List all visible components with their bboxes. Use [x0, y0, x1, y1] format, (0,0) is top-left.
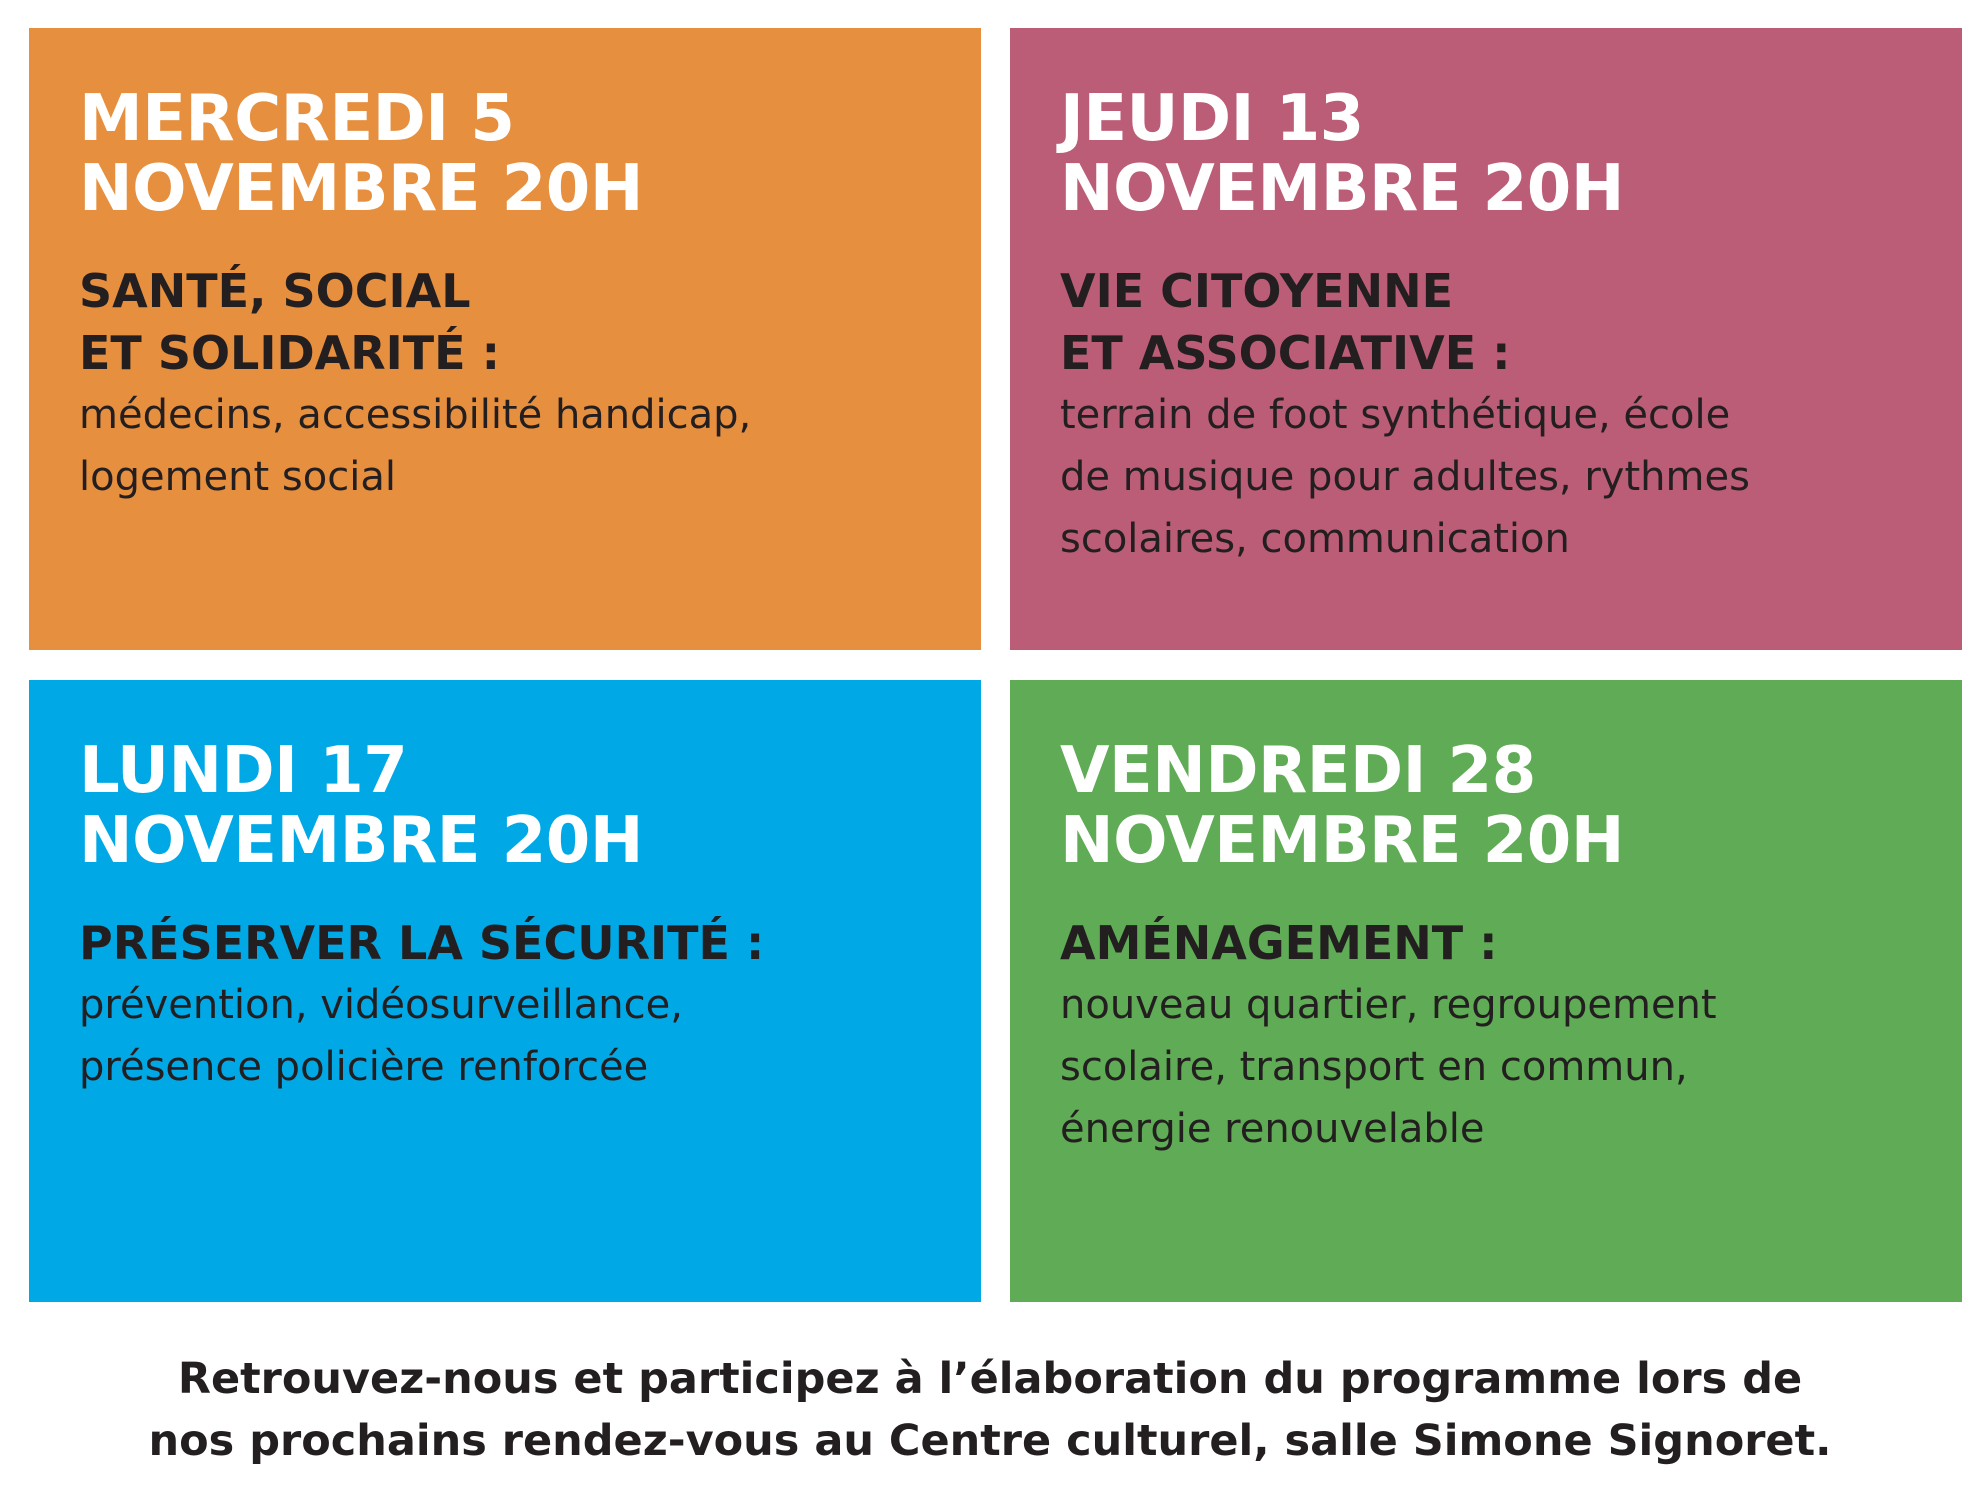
footer-invitation: Retrouvez-nous et participez à l’élaboration du programme lors de nos prochains rendez-vous au Centre culturel, salle Simone Signoret. [148, 1354, 1832, 1466]
event-date: LUNDI 17 NOVEMBRE 20H [79, 734, 643, 878]
event-topic: AMÉNAGEMENT : [1060, 916, 1498, 970]
event-description: prévention, vidéosurveillance, présence policière renforcée [79, 982, 683, 1090]
event-card-jeudi [1010, 28, 1962, 650]
event-topic: VIE CITOYENNE ET ASSOCIATIVE : [1060, 264, 1511, 380]
event-description: terrain de foot synthétique, école de musique pour adultes, rythmes scolaires, communication [1060, 392, 1750, 562]
event-date: MERCREDI 5 NOVEMBRE 20H [79, 82, 643, 226]
event-description: médecins, accessibilité handicap, logement social [79, 392, 752, 500]
event-topic: PRÉSERVER LA SÉCURITÉ : [79, 916, 765, 970]
event-card-vendredi [1010, 680, 1962, 1302]
event-topic: SANTÉ, SOCIAL ET SOLIDARITÉ : [79, 264, 501, 380]
event-date: JEUDI 13 NOVEMBRE 20H [1060, 82, 1624, 226]
event-card-lundi [29, 680, 981, 1302]
event-description: nouveau quartier, regroupement scolaire, transport en commun, énergie renouvelable [1060, 982, 1717, 1152]
event-date: VENDREDI 28 NOVEMBRE 20H [1060, 734, 1624, 878]
event-card-mercredi [29, 28, 981, 650]
